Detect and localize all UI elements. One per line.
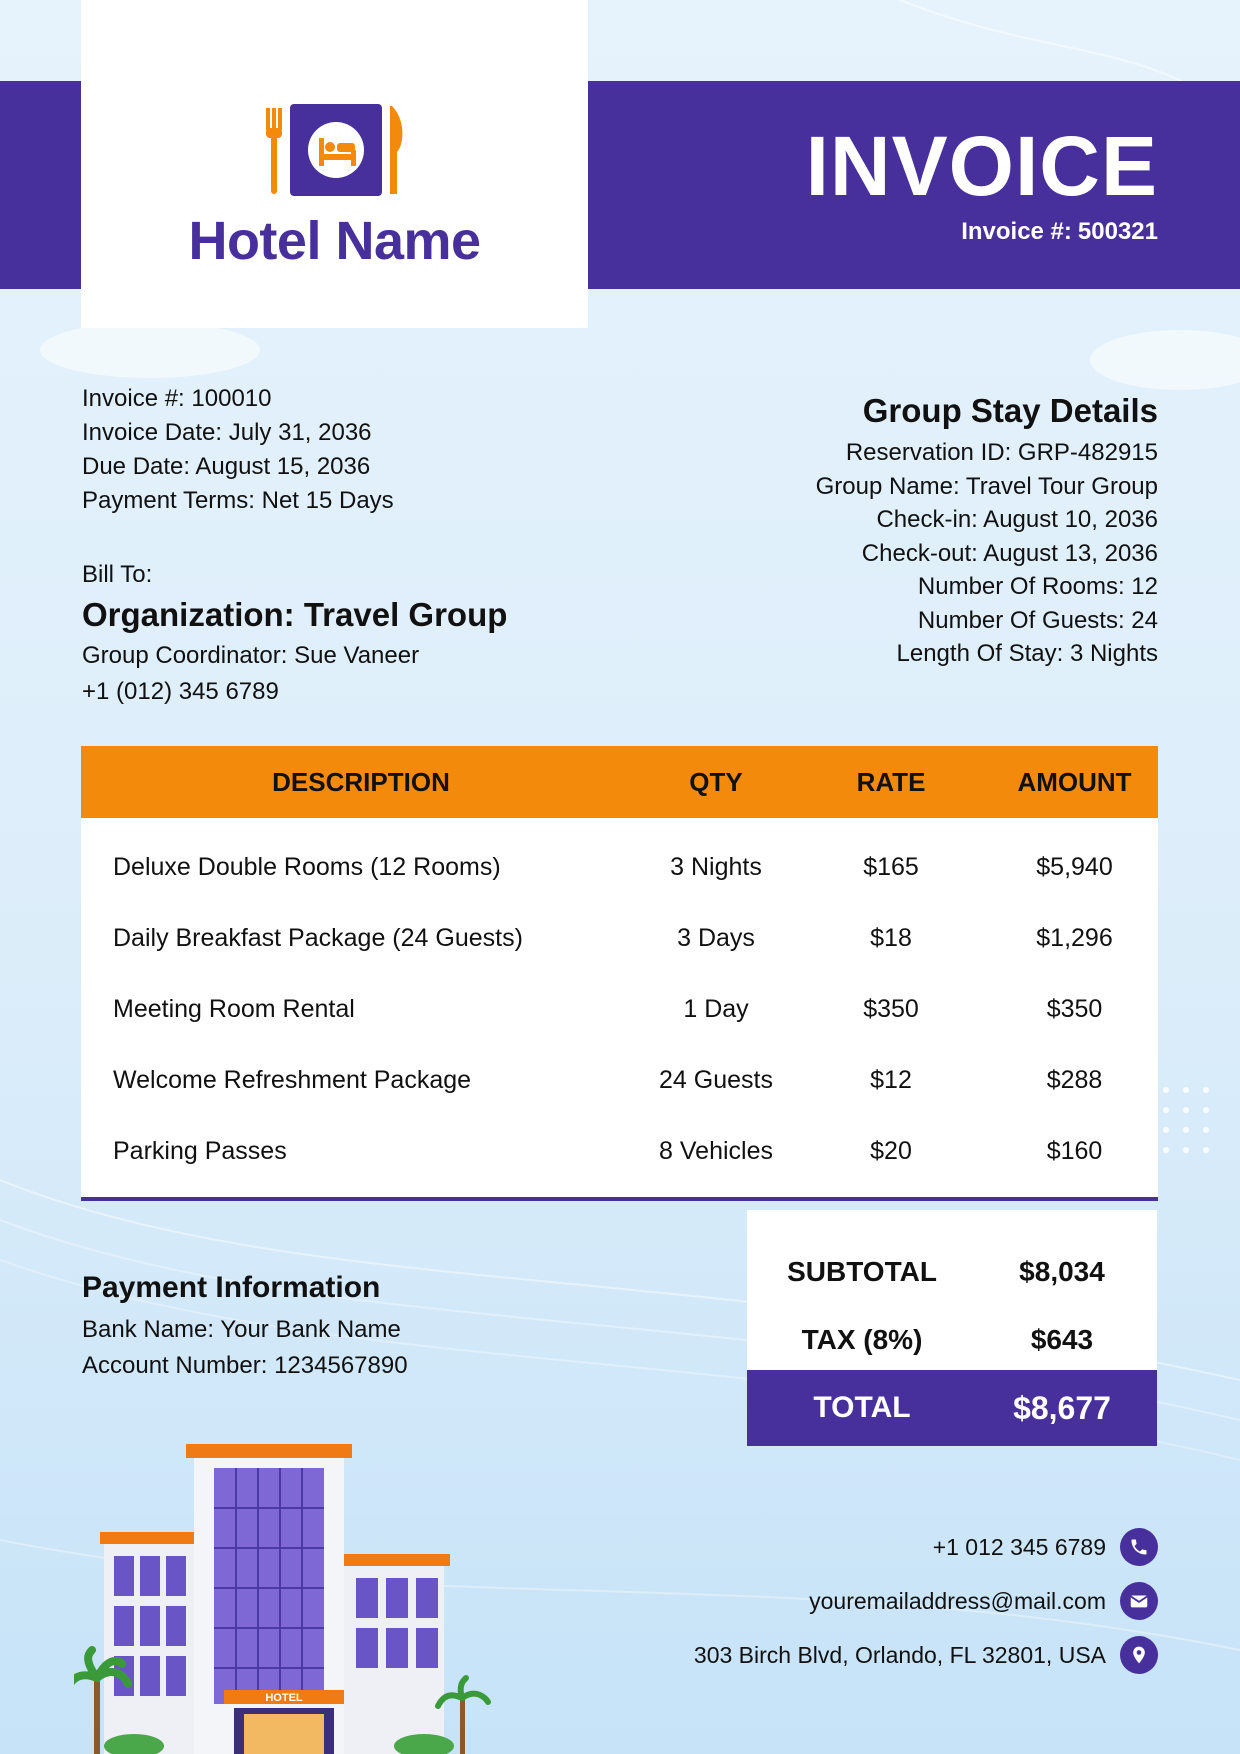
total-label: TOTAL: [813, 1391, 911, 1424]
cell-description: Parking Passes: [113, 1137, 287, 1165]
phone-icon: [1120, 1528, 1158, 1566]
hotel-sign-text: HOTEL: [265, 1692, 303, 1704]
location-icon: [1120, 1636, 1158, 1674]
email-icon: [1120, 1582, 1158, 1620]
meta-due-date: Due Date: August 15, 2036: [82, 453, 371, 480]
cell-amount: $350: [1046, 995, 1103, 1023]
table-body: [81, 818, 1158, 1201]
contact-address: [694, 1628, 1158, 1682]
bill-to: [82, 558, 507, 710]
header-rate: RATE: [856, 766, 926, 797]
hotel-building-illustration: [74, 1428, 494, 1754]
cell-amount: $288: [1046, 1066, 1103, 1094]
table-row: [81, 903, 1158, 974]
header-invoice-number-value: 500321: [1077, 218, 1158, 245]
table-row: [81, 1045, 1158, 1116]
invoice-meta: [82, 382, 394, 518]
stay-detail-row: Length Of Stay: 3 Nights: [896, 640, 1158, 667]
cell-description: Meeting Room Rental: [113, 995, 355, 1023]
cell-description: Welcome Refreshment Package: [113, 1066, 472, 1094]
cell-amount: $5,940: [1036, 853, 1113, 881]
header-description: DESCRIPTION: [272, 766, 450, 797]
knife-icon: [390, 106, 402, 194]
meta-payment-terms: Payment Terms: Net 15 Days: [82, 487, 394, 514]
stay-details-title: Group Stay Details: [862, 392, 1158, 429]
subtotal-row: [747, 1238, 1157, 1306]
header-amount: AMOUNT: [1017, 766, 1132, 797]
contact-email: [694, 1574, 1158, 1628]
bill-to-coordinator: Group Coordinator: Sue Vaneer: [82, 642, 420, 669]
bed-icon: [290, 104, 382, 196]
header-invoice-number-label: Invoice #:: [961, 218, 1072, 245]
contact-email-text: youremailaddress@mail.com: [809, 1587, 1106, 1614]
meta-invoice-number: Invoice #: 100010: [82, 385, 272, 412]
table-header: [81, 746, 1158, 818]
cell-description: Deluxe Double Rooms (12 Rooms): [113, 853, 501, 881]
payment-title: Payment Information: [82, 1271, 381, 1304]
subtotal-value: $8,034: [1019, 1256, 1105, 1287]
cell-rate: $12: [870, 1066, 912, 1094]
cell-rate: $350: [863, 995, 919, 1023]
subtotal-label: SUBTOTAL: [787, 1256, 937, 1287]
bill-to-phone: +1 (012) 345 6789: [82, 678, 279, 705]
bill-to-label: Bill To:: [82, 561, 153, 588]
contact-address-text: 303 Birch Blvd, Orlando, FL 32801, USA: [693, 1641, 1106, 1668]
logo-card: [81, 0, 588, 328]
totals-box: [747, 1210, 1157, 1446]
cell-rate: $165: [863, 853, 919, 881]
table-row: [81, 974, 1158, 1045]
payment-information: [82, 1268, 408, 1384]
cell-qty: 3 Days: [677, 924, 755, 952]
total-row: [747, 1370, 1157, 1446]
stay-detail-row: Number Of Rooms: 12: [917, 573, 1158, 600]
decorative-dots: [1160, 1084, 1220, 1164]
totals-summary: [747, 1210, 1157, 1370]
tax-row: [747, 1306, 1157, 1374]
cell-rate: $18: [870, 924, 912, 952]
payment-bank: Bank Name: Your Bank Name: [82, 1316, 401, 1343]
cell-qty: 24 Guests: [659, 1066, 773, 1094]
tax-label: TAX (8%): [801, 1324, 923, 1355]
stay-detail-row: Check-out: August 13, 2036: [861, 539, 1158, 567]
line-items-table: [81, 746, 1158, 1201]
table-row: [81, 832, 1158, 903]
hotel-logo: [81, 100, 588, 200]
contact-phone: [694, 1520, 1158, 1574]
cell-amount: $1,296: [1036, 924, 1113, 952]
stay-detail-row: Check-in: August 10, 2036: [876, 506, 1158, 533]
bill-to-organization: Organization: Travel Group: [82, 596, 508, 633]
table-row: [81, 1116, 1158, 1187]
header-qty: QTY: [689, 766, 743, 797]
invoice-title: INVOICE: [805, 119, 1158, 213]
cell-description: Daily Breakfast Package (24 Guests): [113, 924, 523, 952]
fork-icon: [266, 108, 282, 194]
cell-rate: $20: [870, 1137, 912, 1165]
cell-qty: 8 Vehicles: [659, 1137, 773, 1165]
meta-invoice-date: Invoice Date: July 31, 2036: [82, 419, 372, 446]
tax-value: $643: [1030, 1324, 1094, 1355]
stay-detail-row: Number Of Guests: 24: [917, 606, 1158, 634]
cell-amount: $160: [1046, 1137, 1103, 1165]
cell-qty: 1 Day: [683, 995, 749, 1023]
stay-detail-row: Group Name: Travel Tour Group: [815, 472, 1158, 500]
total-value: $8,677: [1013, 1389, 1111, 1426]
cell-qty: 3 Nights: [670, 853, 762, 881]
hotel-name: Hotel Name: [188, 211, 481, 271]
payment-account: Account Number: 1234567890: [82, 1352, 408, 1379]
contact-info: [694, 1520, 1158, 1682]
stay-detail-row: Reservation ID: GRP-482915: [845, 439, 1158, 466]
contact-phone-text: +1 012 345 6789: [932, 1533, 1106, 1560]
header-invoice-number: [955, 218, 1158, 246]
group-stay-details: [816, 390, 1158, 671]
